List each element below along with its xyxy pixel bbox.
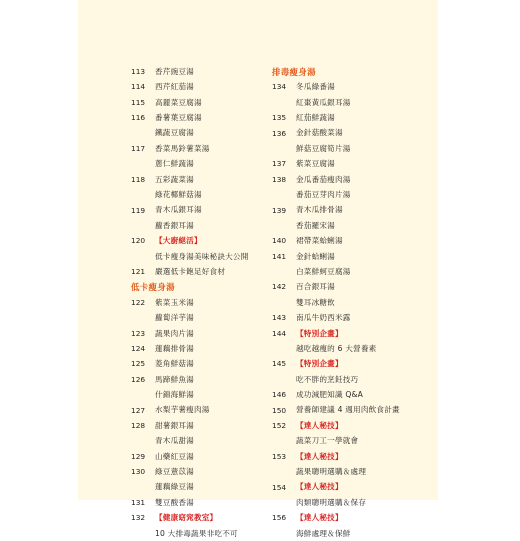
special-tag-label: 【達人秘技】 — [296, 420, 343, 430]
entry-title: 鮮菇豆腐筍片湯 — [296, 143, 351, 153]
page-number: 124 — [131, 344, 146, 354]
toc-entry[interactable] — [272, 310, 434, 325]
page-number: 137 — [272, 159, 287, 169]
toc-entry[interactable] — [272, 156, 434, 171]
page-number: 128 — [131, 420, 146, 430]
entry-title: 肉類聰明選購＆保存 — [296, 497, 367, 507]
page-number: 140 — [272, 236, 287, 246]
toc-special-entry[interactable] — [272, 326, 434, 341]
page-number: 141 — [272, 251, 287, 261]
page-number: 125 — [131, 359, 146, 369]
toc-entry[interactable] — [131, 64, 269, 79]
entry-title: 蓮藕綠豆湯 — [155, 482, 194, 492]
toc-entry[interactable] — [131, 95, 269, 110]
toc-entry[interactable] — [272, 526, 434, 541]
page-number: 139 — [272, 205, 287, 215]
entry-title: 越吃越瘦的 6 大營養素 — [296, 343, 377, 353]
page-number: 143 — [272, 313, 287, 323]
page-number: 144 — [272, 328, 287, 338]
entry-title: 什錦海鮮湯 — [155, 390, 194, 400]
toc-entry[interactable] — [131, 218, 269, 233]
page-number: 132 — [131, 513, 146, 523]
entry-title: 成功減肥知識 Q&A — [296, 390, 364, 400]
toc-entry[interactable] — [131, 449, 269, 464]
toc-special-entry[interactable] — [272, 510, 434, 525]
page-number: 156 — [272, 513, 287, 523]
toc-entry[interactable] — [131, 295, 269, 310]
entry-title: 蔥仁鮮蔬湯 — [155, 159, 194, 169]
entry-title: 西芹紅茄湯 — [155, 82, 194, 92]
entry-title: 低卡瘦身湯美味秘訣大公開 — [155, 251, 249, 261]
entry-title: 青木瓜銀耳湯 — [155, 205, 202, 215]
page-number: 146 — [272, 390, 287, 400]
entry-title: 甜薯銀耳湯 — [155, 420, 194, 430]
entry-title: 紫菜豆腐湯 — [296, 159, 335, 169]
toc-entry[interactable] — [272, 172, 434, 187]
toc-entry[interactable] — [131, 79, 269, 94]
toc-entry[interactable] — [272, 387, 434, 402]
toc-entry[interactable] — [131, 526, 269, 541]
toc-special-entry[interactable] — [131, 510, 269, 525]
toc-entry[interactable] — [272, 464, 434, 479]
section-heading: 低卡瘦身湯 — [131, 282, 175, 293]
entry-title: 10 大排毒蔬果非吃不可 — [155, 528, 238, 538]
special-tag-label: 【大廚絕活】 — [155, 236, 202, 246]
special-tag-label: 【達人秘技】 — [296, 482, 343, 492]
toc-entry[interactable] — [272, 295, 434, 310]
toc-entry[interactable] — [272, 264, 434, 279]
toc-entry[interactable] — [272, 433, 434, 448]
page-number: 152 — [272, 420, 287, 430]
toc-entry[interactable] — [131, 356, 269, 371]
entry-title: 營養師建議 4 週用肉飲食計畫 — [296, 405, 400, 415]
toc-entry[interactable] — [272, 403, 434, 418]
entry-title: 冬瓜綠番湯 — [296, 82, 335, 92]
toc-entry[interactable] — [131, 495, 269, 510]
toc-entry[interactable] — [131, 480, 269, 495]
entry-title: 金瓜番茄瘦肉湯 — [296, 174, 351, 184]
page-number: 123 — [131, 328, 146, 338]
entry-title: 番薯葉豆腐湯 — [155, 113, 202, 123]
toc-column-left — [131, 64, 269, 541]
toc-entry[interactable] — [272, 279, 434, 294]
page-number: 150 — [272, 405, 287, 415]
toc-entry[interactable] — [272, 495, 434, 510]
section-heading: 排毒瘦身湯 — [272, 66, 316, 77]
page-number: 153 — [272, 451, 287, 461]
entry-title: 雙豆酸香湯 — [155, 497, 194, 507]
entry-title: 蔬果聰明選購＆處理 — [296, 467, 367, 477]
toc-entry[interactable] — [272, 79, 434, 94]
page-number: 122 — [131, 297, 146, 307]
toc-column-right — [272, 64, 434, 541]
toc-entry[interactable] — [131, 141, 269, 156]
entry-title: 金針蛤蜊湯 — [296, 251, 335, 261]
toc-entry[interactable] — [131, 403, 269, 418]
entry-title: 山藥紅豆湯 — [155, 451, 194, 461]
special-tag-label: 【特別企畫】 — [296, 359, 343, 369]
entry-title: 金針菇酸菜湯 — [296, 128, 343, 138]
entry-title: 蔬果肉片湯 — [155, 328, 194, 338]
toc-entry[interactable] — [272, 126, 434, 141]
toc-entry[interactable] — [131, 264, 269, 279]
page-number: 126 — [131, 374, 146, 384]
special-tag-label: 【特別企畫】 — [296, 328, 343, 338]
entry-title: 蘿蔔洋芋湯 — [155, 313, 194, 323]
page-number: 121 — [131, 267, 146, 277]
entry-title: 紅茄鮮蔬湯 — [296, 113, 335, 123]
entry-title: 蔬菜刀工一學就會 — [296, 436, 359, 446]
page-number: 134 — [272, 82, 287, 92]
toc-entry[interactable] — [131, 326, 269, 341]
special-tag-label: 【達人秘技】 — [296, 513, 343, 523]
page-number: 120 — [131, 236, 146, 246]
page-number: 118 — [131, 174, 146, 184]
entry-title: 吃不胖的烹飪技巧 — [296, 374, 359, 384]
entry-title: 紅棗黃瓜銀耳湯 — [296, 97, 351, 107]
entry-title: 青木瓜甜湯 — [155, 436, 194, 446]
entry-title: 裙帶菜蛤蜊湯 — [296, 236, 343, 246]
entry-title: 香菜馬鈴薯菜湯 — [155, 143, 210, 153]
entry-title: 南瓜牛奶西米露 — [296, 313, 351, 323]
entry-title: 蓮藕排骨湯 — [155, 343, 194, 353]
entry-title: 綠花椰鮮菇湯 — [155, 190, 202, 200]
toc-special-entry[interactable] — [131, 233, 269, 248]
toc-entry[interactable] — [272, 233, 434, 248]
entry-title: 番茄豆芽肉片湯 — [296, 190, 351, 200]
toc-entry[interactable] — [131, 310, 269, 325]
page-number: 116 — [131, 113, 146, 123]
toc-entry[interactable] — [131, 433, 269, 448]
entry-title: 香芹豌豆湯 — [155, 66, 194, 76]
toc-entry[interactable] — [131, 249, 269, 264]
toc-entry[interactable] — [272, 218, 434, 233]
toc-entry[interactable] — [272, 249, 434, 264]
toc-entry[interactable] — [131, 187, 269, 202]
toc-entry[interactable] — [131, 203, 269, 218]
toc-entry[interactable] — [272, 110, 434, 125]
entry-title: 白菜鮮蚵豆腐湯 — [296, 266, 351, 276]
toc-entry[interactable] — [131, 418, 269, 433]
page-number: 135 — [272, 113, 287, 123]
toc-special-entry[interactable] — [272, 480, 434, 495]
toc-entry[interactable] — [272, 203, 434, 218]
page-number: 130 — [131, 467, 146, 477]
entry-title: 水梨芋薯瘦肉湯 — [155, 405, 210, 415]
page-number: 119 — [131, 205, 146, 215]
entry-title: 青木瓜排骨湯 — [296, 205, 343, 215]
toc-special-entry[interactable] — [272, 418, 434, 433]
page-number: 115 — [131, 97, 146, 107]
toc-entry[interactable] — [131, 172, 269, 187]
page-number: 127 — [131, 405, 146, 415]
entry-title: 鐵蔬豆腐湯 — [155, 128, 194, 138]
toc-entry[interactable] — [272, 372, 434, 387]
entry-title: 百合銀耳湯 — [296, 282, 335, 292]
toc-entry[interactable] — [131, 156, 269, 171]
special-tag-label: 【健康窈窕教室】 — [155, 513, 218, 523]
entry-title: 綠豆薏苡湯 — [155, 467, 194, 477]
toc-special-entry[interactable] — [272, 356, 434, 371]
toc-special-entry[interactable] — [272, 449, 434, 464]
toc-entry[interactable] — [131, 372, 269, 387]
entry-title: 海鮮處理＆保鮮 — [296, 528, 351, 538]
toc-entry[interactable] — [272, 341, 434, 356]
toc-entry[interactable] — [131, 110, 269, 125]
entry-title: 香茄羅宋湯 — [296, 220, 335, 230]
toc-entry[interactable] — [272, 141, 434, 156]
entry-title: 馬蹄鮮魚湯 — [155, 374, 194, 384]
toc-entry[interactable] — [131, 464, 269, 479]
toc-entry[interactable] — [131, 341, 269, 356]
page-number: 136 — [272, 128, 287, 138]
page-number: 117 — [131, 143, 146, 153]
entry-title: 紫菜玉米湯 — [155, 297, 194, 307]
toc-entry[interactable] — [131, 126, 269, 141]
toc-entry[interactable] — [272, 187, 434, 202]
page-number: 142 — [272, 282, 287, 292]
entry-title: 雙耳冰糖飲 — [296, 297, 335, 307]
page-number: 129 — [131, 451, 146, 461]
page-number: 131 — [131, 497, 146, 507]
entry-title: 蘿香銀耳湯 — [155, 220, 194, 230]
special-tag-label: 【達人秘技】 — [296, 451, 343, 461]
toc-entry[interactable] — [272, 95, 434, 110]
entry-title: 菱角鮮菇湯 — [155, 359, 194, 369]
page-number: 145 — [272, 359, 287, 369]
page-number: 154 — [272, 482, 287, 492]
toc-entry[interactable] — [131, 387, 269, 402]
page-number: 138 — [272, 174, 287, 184]
entry-title: 五彩蔬菜湯 — [155, 174, 194, 184]
page-number: 113 — [131, 66, 146, 76]
page-number: 114 — [131, 82, 146, 92]
entry-title: 高麗菜豆腐湯 — [155, 97, 202, 107]
entry-title: 嚴選低卡飽足好食材 — [155, 266, 226, 276]
